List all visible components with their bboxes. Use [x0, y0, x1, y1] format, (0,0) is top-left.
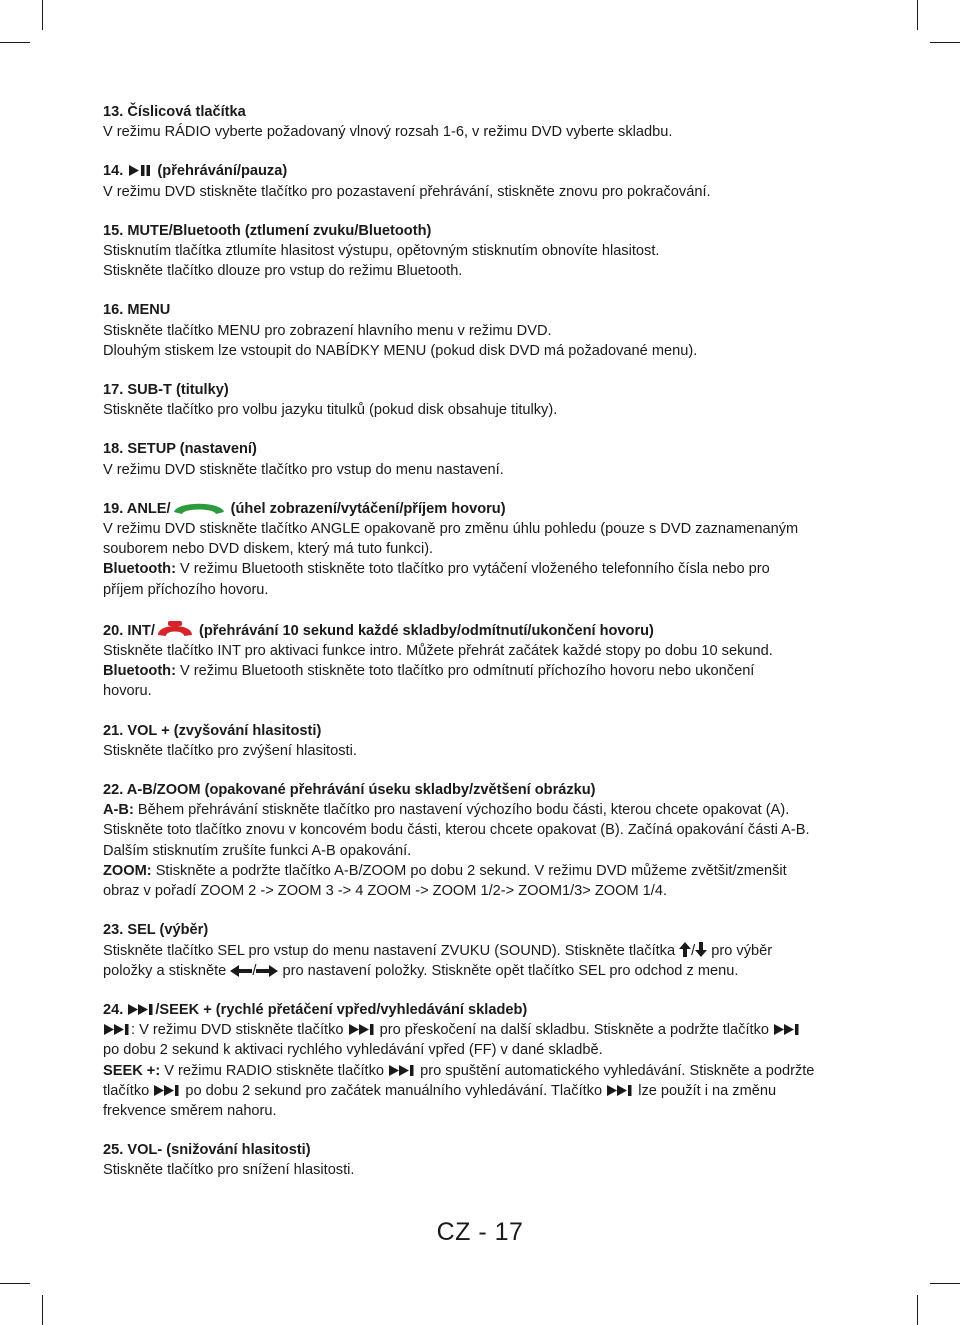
section-22	[103, 780, 903, 901]
section-title-text: 20. INT/	[103, 622, 155, 639]
section-title: 25. VOL- (snižování hlasitosti)	[103, 1142, 311, 1159]
section-text-part: V režimu Bluetooth stiskněte toto tlačítko pro odmítnutí příchozího hovoru nebo ukončení	[175, 663, 755, 680]
phone-answer-icon	[171, 500, 227, 515]
arrow-up-icon	[679, 942, 691, 957]
next-track-icon	[606, 1084, 634, 1097]
section-number: 24.	[103, 1001, 124, 1018]
section-title: 23. SEL (výběr)	[103, 922, 209, 939]
section-title: 17. SUB-T (titulky)	[103, 382, 229, 399]
section-title: 21. VOL + (zvyšování hlasitosti)	[103, 722, 322, 739]
crop-mark	[917, 0, 918, 30]
play-pause-icon	[127, 164, 153, 177]
section-text	[103, 1020, 903, 1040]
section-title: 16. MENU	[103, 302, 171, 319]
section-text-part: pro přeskočení na další skladbu. Stiskněte a podržte tlačítko	[375, 1022, 774, 1039]
section-text: V režimu RÁDIO vyberte požadovaný vlnový rozsah 1-6, v režimu DVD vyberte skladbu.	[103, 124, 673, 141]
section-text: Stiskněte tlačítko MENU pro zobrazení hlavního menu v režimu DVD.	[103, 322, 552, 339]
section-14	[103, 161, 903, 201]
section-text-part: pro nastavení položky. Stiskněte opět tlačítko SEL pro odchod z menu.	[278, 962, 739, 979]
section-title	[103, 161, 903, 181]
section-text-part: V režimu Bluetooth stiskněte toto tlačítko pro vytáčení vloženého telefonního čísla nebo pro	[175, 561, 770, 578]
section-text-part: V režimu RADIO stiskněte tlačítko	[160, 1062, 389, 1079]
section-19	[103, 499, 903, 600]
next-track-icon	[773, 1023, 801, 1036]
section-title-text: (přehrávání 10 sekund každé skladby/odmítnutí/ukončení hovoru)	[198, 622, 654, 639]
section-title: 18. SETUP (nastavení)	[103, 441, 257, 458]
separator: /	[691, 942, 696, 959]
phone-hangup-icon	[155, 619, 195, 637]
section-text-part: Stiskněte tlačítko SEL pro vstup do menu nastavení ZVUKU (SOUND). Stiskněte tlačítka	[103, 942, 680, 959]
section-25	[103, 1140, 903, 1180]
separator: /	[252, 962, 257, 979]
section-text: po dobu 2 sekund k aktivaci rychlého vyhledávání vpřed (FF) v dané skladbě.	[103, 1042, 603, 1059]
section-text: obraz v pořadí ZOOM 2 -> ZOOM 3 -> 4 ZOOM -> ZOOM 1/2-> ZOOM1/3> ZOOM 1/4.	[103, 883, 668, 900]
crop-mark	[930, 42, 960, 43]
section-text-part: po dobu 2 sekund pro začátek manuálního vyhledávání. Tlačítko	[181, 1082, 607, 1099]
section-text: Stiskněte tlačítko pro volbu jazyku titulků (pokud disk obsahuje titulky).	[103, 402, 558, 419]
section-title	[103, 619, 903, 641]
section-text: příjem příchozího hovoru.	[103, 581, 269, 598]
section-text: V režimu DVD stiskněte tlačítko ANGLE opakovaně pro změnu úhlu pohledu (pouze s DVD zaznamenaným	[103, 521, 799, 538]
ab-label: A-B:	[103, 802, 134, 819]
next-track-icon	[348, 1023, 376, 1036]
section-text	[103, 961, 903, 981]
next-track-icon	[153, 1084, 181, 1097]
section-text: Dalším stisknutím zrušíte funkci A-B opakování.	[103, 842, 412, 859]
crop-mark	[0, 42, 30, 43]
section-21	[103, 721, 903, 761]
section-text	[103, 661, 903, 681]
section-20	[103, 619, 903, 702]
section-title: 13. Číslicová tlačítka	[103, 104, 246, 120]
next-track-icon	[388, 1064, 416, 1077]
section-number: 14.	[103, 163, 124, 180]
arrow-right-icon	[256, 965, 278, 977]
section-title: 15. MUTE/Bluetooth (ztlumení zvuku/Bluetooth)	[103, 222, 432, 239]
crop-mark	[42, 1295, 43, 1325]
crop-mark	[930, 1283, 960, 1284]
crop-mark	[0, 1283, 30, 1284]
section-title: 22. A-B/ZOOM (opakované přehrávání úseku skladby/zvětšení obrázku)	[103, 782, 596, 799]
section-text: frekvence směrem nahoru.	[103, 1102, 277, 1119]
section-17	[103, 380, 903, 420]
section-text	[103, 559, 903, 579]
zoom-label: ZOOM:	[103, 862, 152, 879]
bluetooth-label: Bluetooth:	[103, 561, 176, 578]
section-text	[103, 941, 903, 961]
section-text: Stiskněte tlačítko INT pro aktivaci funkce intro. Můžete přehrát začátek každé stopy po dobu 10 sekund.	[103, 643, 773, 660]
section-title	[103, 1000, 903, 1020]
section-title-text: /SEEK + (rychlé přetáčení vpřed/vyhledávání skladeb)	[155, 1001, 528, 1018]
crop-mark	[917, 1295, 918, 1325]
section-text-part: Stiskněte a podržte tlačítko A-B/ZOOM po dobu 2 sekund. V režimu DVD můžeme zvětšit/zmenšit	[151, 862, 787, 879]
crop-mark	[42, 0, 43, 30]
section-title-text: (úhel zobrazení/vytáčení/příjem hovoru)	[230, 500, 506, 517]
section-23	[103, 920, 903, 981]
seek-label: SEEK +:	[103, 1062, 161, 1079]
section-text	[103, 800, 903, 820]
section-title-text: 19. ANLE/	[103, 500, 171, 517]
section-text: Stisknutím tlačítka ztlumíte hlasitost výstupu, opětovným stisknutím obnovíte hlasitost.	[103, 243, 660, 260]
section-text-part: pro výběr	[707, 942, 773, 959]
manual-page	[103, 102, 903, 1200]
section-text: V režimu DVD stiskněte tlačítko pro pozastavení přehrávání, stiskněte znovu pro pokračování.	[103, 183, 711, 200]
arrow-left-icon	[230, 965, 252, 977]
section-18	[103, 439, 903, 479]
section-text: Dlouhým stiskem lze vstoupit do NABÍDKY MENU (pokud disk DVD má požadované menu).	[103, 342, 698, 359]
section-text-part: tlačítko	[103, 1082, 154, 1099]
section-13	[103, 102, 903, 142]
arrow-down-icon	[695, 942, 707, 957]
section-text: souborem nebo DVD diskem, který má tuto funkci).	[103, 541, 434, 558]
section-text	[103, 1081, 903, 1101]
section-title-text: (přehrávání/pauza)	[157, 163, 288, 180]
next-track-icon	[127, 1003, 155, 1016]
section-text: V režimu DVD stiskněte tlačítko pro vstup do menu nastavení.	[103, 461, 504, 478]
next-track-icon	[103, 1023, 131, 1036]
section-text: Stiskněte tlačítko dlouze pro vstup do režimu Bluetooth.	[103, 263, 463, 280]
bluetooth-label: Bluetooth:	[103, 663, 176, 680]
section-text-part: : V režimu DVD stiskněte tlačítko	[131, 1022, 348, 1039]
section-text	[103, 861, 903, 881]
section-text	[103, 1061, 903, 1081]
page-number: CZ - 17	[436, 1218, 524, 1246]
section-24	[103, 1000, 903, 1121]
section-text-part: Během přehrávání stiskněte tlačítko pro nastavení výchozího bodu části, kterou chcete opakovat (A).	[133, 802, 790, 819]
section-text: Stiskněte tlačítko pro zvýšení hlasitosti.	[103, 742, 357, 759]
section-text-part: pro spuštění automatického vyhledávání. Stiskněte a podržte	[416, 1062, 815, 1079]
section-text-part: lze použít i na změnu	[634, 1082, 777, 1099]
section-text-part: položky a stiskněte	[103, 962, 231, 979]
section-text: Stiskněte toto tlačítko znovu v koncovém bodu části, kterou chcete opakovat (B). Začíná opakování části A-B.	[103, 822, 810, 839]
section-text: Stiskněte tlačítko pro snížení hlasitosti.	[103, 1162, 355, 1179]
section-text: hovoru.	[103, 683, 152, 700]
section-15	[103, 221, 903, 282]
section-title	[103, 499, 903, 519]
section-16	[103, 300, 903, 361]
